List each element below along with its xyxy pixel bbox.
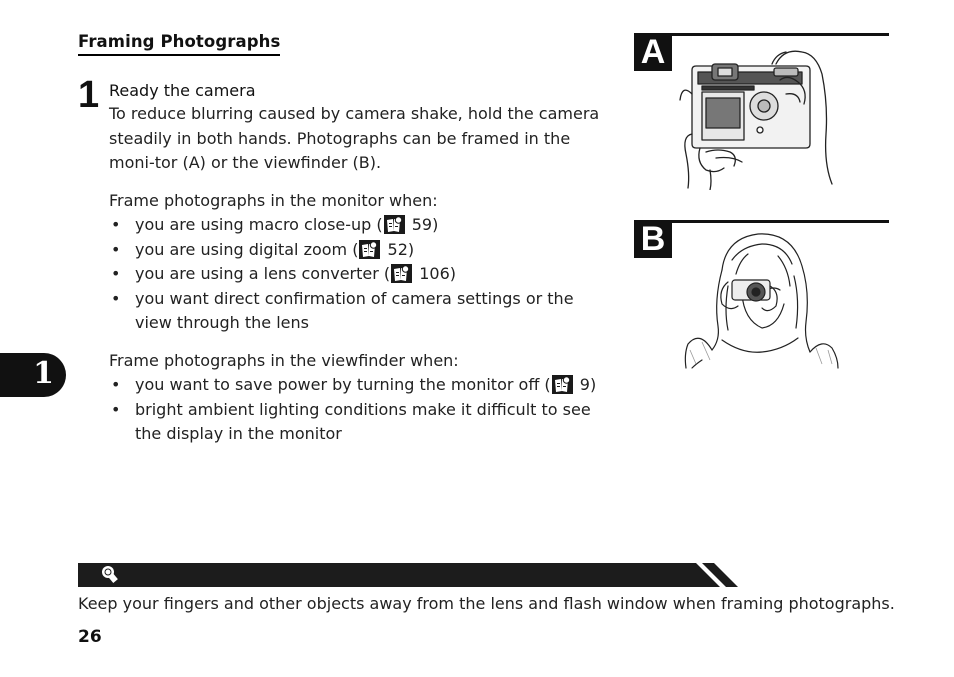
page-ref-number: 106) — [414, 264, 457, 283]
list-item-text: bright ambient lighting conditions make it difficult to see the display in the monitor — [135, 399, 591, 443]
figure-a-rule — [672, 33, 889, 36]
bullet-glyph: • — [111, 215, 121, 234]
monitor-list — [109, 213, 614, 336]
list-item — [109, 398, 614, 447]
bullet-glyph: • — [111, 399, 121, 419]
page-ref-number: 52) — [382, 239, 415, 259]
page-reference-icon — [359, 240, 380, 259]
list-item-text: you are using digital zoom ( — [135, 239, 359, 259]
page-reference-icon — [552, 375, 573, 394]
list-item-text: you are using a lens converter ( — [135, 264, 391, 283]
step-number: 1 — [78, 74, 100, 116]
viewfinder-illustration — [682, 230, 840, 370]
bullet-glyph: • — [111, 264, 121, 283]
section-title: Framing Photographs — [78, 32, 280, 56]
list-item-text: you want direct confirmation of camera settings or the view through the lens — [135, 288, 574, 332]
page-reference-icon — [391, 264, 412, 283]
viewfinder-list-intro: Frame photographs in the viewfinder when: — [109, 351, 459, 370]
figure-b-label: B — [634, 220, 672, 258]
step-heading: Ready the camera — [109, 81, 256, 100]
page-number: 26 — [78, 627, 102, 647]
list-item — [109, 213, 614, 238]
chapter-number: 1 — [33, 356, 54, 391]
viewfinder-list — [109, 373, 614, 447]
bullet-glyph: • — [111, 288, 121, 308]
step-description: To reduce blurring caused by camera shake, hold the camera steadily in both hands. Photographs can be framed in the moni-tor (A) or the viewfinder (B). — [109, 104, 600, 172]
monitor-list-intro: Frame photographs in the monitor when: — [109, 191, 438, 210]
list-item — [109, 287, 614, 336]
page-reference-icon — [384, 215, 405, 234]
camera-monitor-illustration — [676, 44, 836, 190]
page-ref-number: 9) — [574, 375, 597, 394]
figure-b-rule — [672, 220, 889, 223]
list-item-text: you want to save power by turning the monitor off ( — [135, 375, 551, 394]
list-item — [109, 373, 614, 398]
tip-text: Keep your fingers and other objects away from the lens and flash window when framing photographs. — [78, 594, 895, 613]
page-ref-number: 59) — [406, 215, 439, 234]
chapter-tab — [0, 353, 66, 397]
tip-bar — [78, 563, 738, 587]
list-item — [109, 262, 614, 287]
bullet-glyph: • — [111, 239, 121, 259]
figure-a-label: A — [634, 33, 672, 71]
list-item-text: you are using macro close-up ( — [135, 215, 383, 234]
list-item — [109, 238, 614, 263]
bullet-glyph: • — [111, 375, 121, 394]
